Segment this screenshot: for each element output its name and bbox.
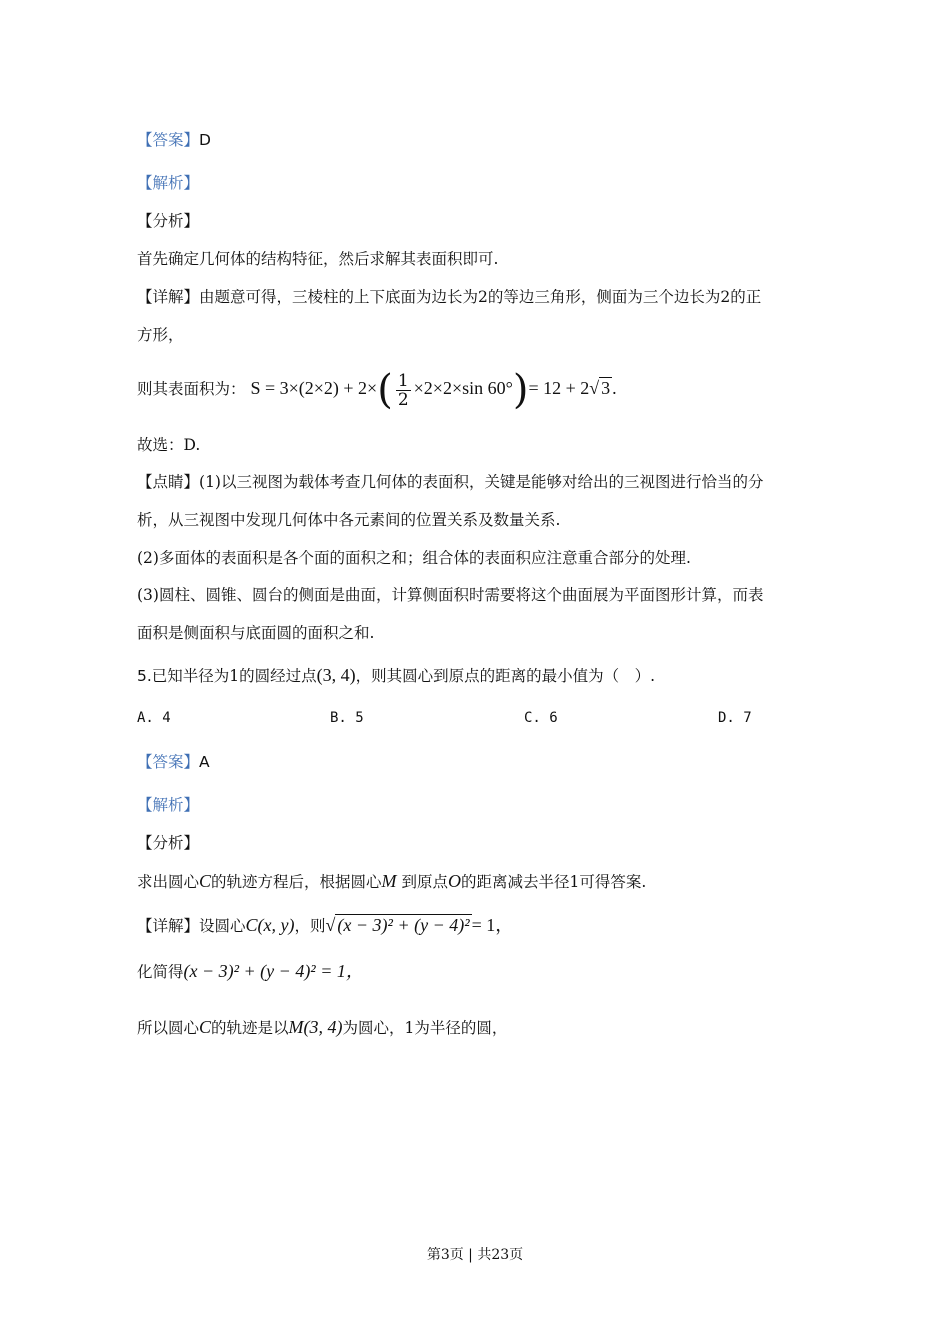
fraction-half [396,372,411,409]
option-a: A. 4 [137,710,171,726]
dianjing-line-5: 面积是侧面积与底面圆的面积之和. [137,624,375,642]
dianjing-tag: 【点睛】 [137,473,200,491]
simplify-line [137,960,812,983]
left-paren: ( [377,367,393,413]
answer-value: D [199,131,211,149]
area-inner: ×2×2×sin 60° [413,378,513,398]
question-5-stem [137,664,812,687]
area-lhs: S = 3×(2×2) + 2× [250,378,378,398]
surface-area-formula [137,366,812,411]
frac-den: 2 [397,389,409,410]
detail-tag-5: 【详解】 [137,917,200,935]
detail-b: ，则 [294,917,326,935]
stem-point: (3, 4) [316,665,356,685]
detail-tag: 【详解】 [137,288,200,306]
answer-value-5: A [199,753,210,771]
sqrt-sign-5: √ [325,915,336,935]
option-b: B. 5 [330,710,364,726]
detail-line-2: 方形， [137,326,184,344]
page-footer: 第3页 | 共23页 [426,1247,524,1263]
var-m: M [381,871,397,891]
fenxi-tag-5: 【分析】 [137,834,200,852]
answer-line [137,129,812,151]
area-rhs: = 12 + 2 [528,378,590,398]
dianjing-line-3: (2)多面体的表面积是各个面的面积之和；组合体的表面积应注意重合部分的处理. [137,549,691,567]
sqrt-value: 3 [601,378,611,398]
detail-eq: = 1， [471,915,514,935]
detail-line-1 [137,286,812,308]
dianjing-line-4: (3)圆柱、圆锥、圆台的侧面是曲面，计算侧面积时需要将这个曲面展为平面图形计算，而表 [137,586,764,604]
dianjing-text: (1)以三视图为载体考查几何体的表面积，关键是能够对给出的三视图进行恰当的分 [199,473,764,491]
area-end: . [612,378,617,398]
dianjing-line-1 [137,471,812,493]
question-number: 5. [137,667,152,685]
fenxi-text-5 [137,870,812,893]
locus-e: 为圆心，1为半径的圆， [342,1019,508,1037]
stem-b: ，则其圆心到原点的距离的最小值为（ ）. [355,667,656,685]
point-c: C(x, y) [245,915,295,935]
analysis-tag: 【解析】 [137,174,200,192]
sqrt-sign: √ [589,378,600,398]
var-o: O [448,871,461,891]
var-c: C [199,871,212,891]
locus-line [137,1016,812,1039]
simplify-label: 化简得 [137,963,184,981]
option-d: D. 7 [718,710,752,726]
fenxi-d: 到原点 [401,873,448,891]
choice-text: 故选：D. [137,436,201,454]
area-label: 则其表面积为： [137,380,246,398]
option-c: C. 6 [524,710,558,726]
dianjing-line-2: 析，从三视图中发现几何体中各元素间的位置关系及数量关系. [137,511,561,529]
detail-line-5 [137,910,812,941]
detail-text: 由题意可得，三棱柱的上下底面为边长为2的等边三角形，侧面为三个边长为2的正 [199,288,762,306]
simplify-expr: (x − 3)² + (y − 4)² = 1， [183,961,364,981]
answer-line-5 [137,751,812,773]
locus-a: 所以圆心 [137,1019,200,1037]
answer-tag: 【答案】 [137,131,200,149]
analysis-tag-5: 【解析】 [137,796,200,814]
frac-num: 1 [397,370,409,391]
fenxi-tag: 【分析】 [137,212,200,230]
locus-c: C [199,1017,212,1037]
right-paren: ) [512,367,529,413]
locus-b: 的轨迹是以 [211,1019,289,1037]
fenxi-a: 求出圆心 [137,873,200,891]
fenxi-b: 的轨迹方程后，根据圆心 [211,873,382,891]
detail-a: 设圆心 [199,917,246,935]
stem-a: 已知半径为1的圆经过点 [151,667,317,685]
locus-m: M(3, 4) [288,1017,343,1037]
answer-tag-5: 【答案】 [137,753,200,771]
sqrt-expr: (x − 3)² + (y − 4)² [337,915,470,935]
fenxi-e: 的距离减去半径1可得答案. [461,873,647,891]
fenxi-text: 首先确定几何体的结构特征，然后求解其表面积即可. [137,250,499,268]
